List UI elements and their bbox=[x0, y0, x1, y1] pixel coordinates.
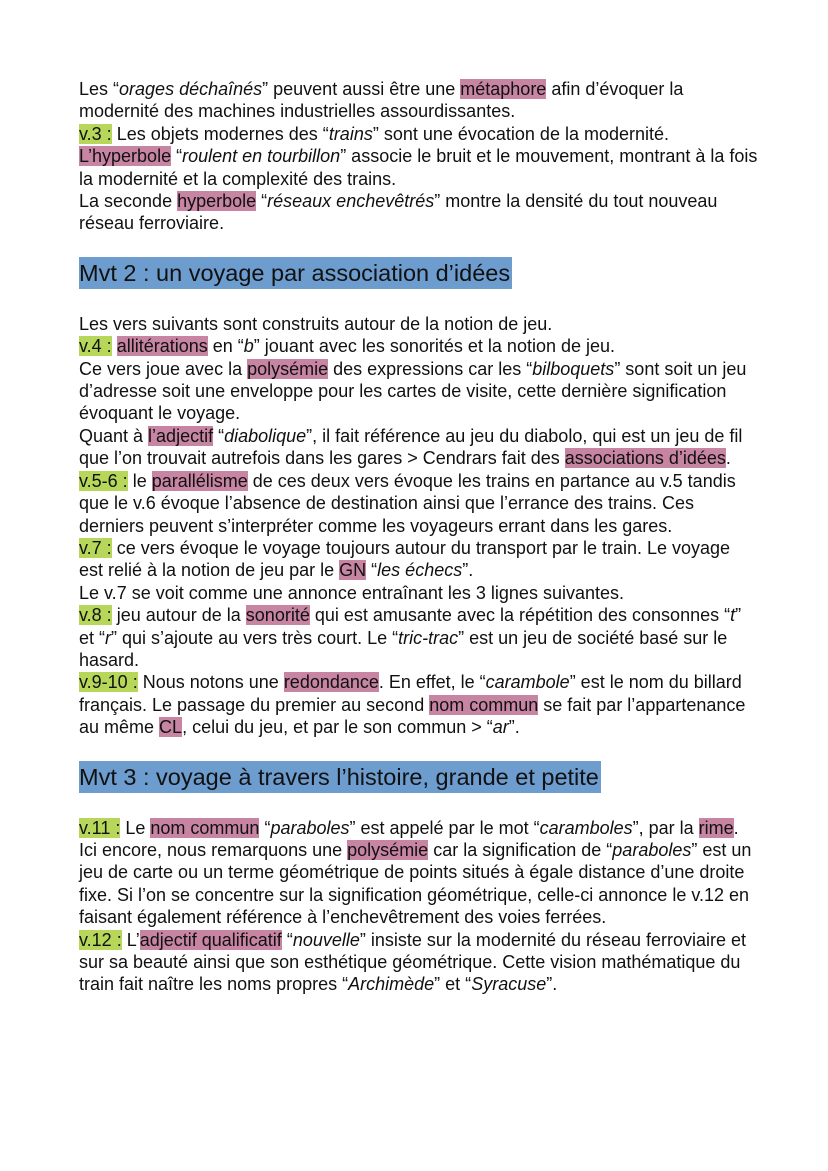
verse-label: v.4 : bbox=[79, 336, 112, 357]
figure-highlight: CL bbox=[159, 717, 183, 738]
mvt2-polysemie: Ce vers joue avec la polysémie des expressions car les “bilboquets” sont soit un jeu d’adresse soit une enveloppe pour les cartes de visite, cette dernière signification évoquant le voyage. bbox=[79, 358, 747, 424]
figure-highlight: allitérations bbox=[116, 336, 208, 357]
figure-highlight: métaphore bbox=[460, 79, 547, 99]
figure-highlight: rime bbox=[698, 817, 734, 838]
mvt2-v4: v.4 : allitérations en “b” jouant avec les sonorités et la notion de jeu. bbox=[79, 336, 616, 357]
mvt2-v9-10: v.9-10 : Nous notons une redondance. En effet, le “carambole” est le nom du billard français. Le passage du premier au second nom commun se fait par l’appartenance au même CL, celui du jeu, et par le son commun > “ar”. bbox=[79, 672, 746, 738]
mvt2-intro: Les vers suivants sont construits autour de la notion de jeu. bbox=[79, 313, 553, 334]
intro-hyperbole-1: L’hyperbole “roulent en tourbillon” associe le bruit et le mouvement, montrant à la fois la modernité et la complexité des trains. bbox=[79, 146, 758, 189]
verse-label: v.3 : bbox=[79, 123, 112, 144]
intro-v3: v.3 : Les objets modernes des “trains” sont une évocation de la modernité. bbox=[79, 123, 670, 144]
figure-highlight: redondance bbox=[283, 672, 379, 693]
intro-metaphore: Les “orages déchaînés” peuvent aussi être une métaphore afin d’évoquer la modernité des machines industrielles assourdissantes. bbox=[79, 79, 684, 122]
mvt2-v5-6: v.5-6 : le parallélisme de ces deux vers évoque les trains en partance au v.5 tandis que le v.6 évoque l’absence de destination ainsi que l’errance des trains. Ces derniers peuvent s’interpréter comme les voyageurs errant dans les gares. bbox=[79, 470, 736, 536]
figure-highlight: hyperbole bbox=[177, 191, 257, 212]
figure-highlight: adjectif qualificatif bbox=[139, 929, 282, 950]
document-page bbox=[79, 78, 759, 996]
figure-highlight: nom commun bbox=[150, 817, 260, 838]
mvt3-v11: v.11 : Le nom commun “paraboles” est appelé par le mot “caramboles”, par la rime. Ici encore, nous remarquons une polysémie car la signification de “paraboles” est un jeu de carte ou un terme géométrique de points situés à égale distance d’une droite fixe. Si l’on se concentre sur la signification géométrique, celle-ci annonce le v.12 en faisant également référence à l’enchevêtrement des voies ferrées. bbox=[79, 817, 752, 928]
mvt3-v12: v.12 : L’adjectif qualificatif “nouvelle” insiste sur la modernité du réseau ferroviaire et sur sa beauté ainsi que son esthétique géométrique. Cette vision mathématique du train fait naître les noms propres “Archimède” et “Syracuse”. bbox=[79, 929, 747, 995]
verse-label: v.5-6 : bbox=[79, 470, 128, 491]
figure-highlight: GN bbox=[339, 560, 367, 581]
figure-highlight: L’hyperbole bbox=[79, 146, 172, 167]
verse-label: v.7 : bbox=[79, 537, 112, 558]
section-heading-mvt2: Mvt 2 : un voyage par association d’idées bbox=[79, 257, 512, 289]
intro-hyperbole-2: La seconde hyperbole “réseaux enchevêtrés” montre la densité du tout nouveau réseau ferroviaire. bbox=[79, 191, 718, 234]
figure-highlight: polysémie bbox=[247, 358, 329, 379]
figure-highlight: nom commun bbox=[429, 694, 539, 715]
figure-highlight: l’adjectif bbox=[148, 425, 214, 446]
mvt2-v7-annonce: Le v.7 se voit comme une annonce entraînant les 3 lignes suivantes. bbox=[79, 582, 624, 603]
verse-label: v.12 : bbox=[79, 929, 122, 950]
mvt2-adjectif: Quant à l’adjectif “diabolique”, il fait référence au jeu du diabolo, qui est un jeu de fil que l’on trouvait autrefois dans les gares > Cendrars fait des associations d’idées. bbox=[79, 425, 743, 469]
mvt2-v8: v.8 : jeu autour de la sonorité qui est amusante avec la répétition des consonnes “t” et “r” qui s’ajoute au vers très court. Le “tric-trac” est un jeu de société basé sur le hasard. bbox=[79, 605, 742, 670]
figure-highlight: polysémie bbox=[347, 839, 429, 860]
section-heading-mvt3: Mvt 3 : voyage à travers l’histoire, grande et petite bbox=[79, 761, 601, 793]
verse-label: v.11 : bbox=[79, 817, 121, 838]
mvt2-v7: v.7 : ce vers évoque le voyage toujours autour du transport par le train. Le voyage est relié à la notion de jeu par le GN “les échecs”. bbox=[79, 537, 731, 581]
verse-label: v.9-10 : bbox=[79, 672, 138, 693]
verse-label: v.8 : bbox=[79, 605, 112, 626]
figure-highlight: associations d’idées bbox=[564, 448, 726, 469]
figure-highlight: sonorité bbox=[245, 605, 310, 626]
figure-highlight: parallélisme bbox=[151, 470, 248, 491]
